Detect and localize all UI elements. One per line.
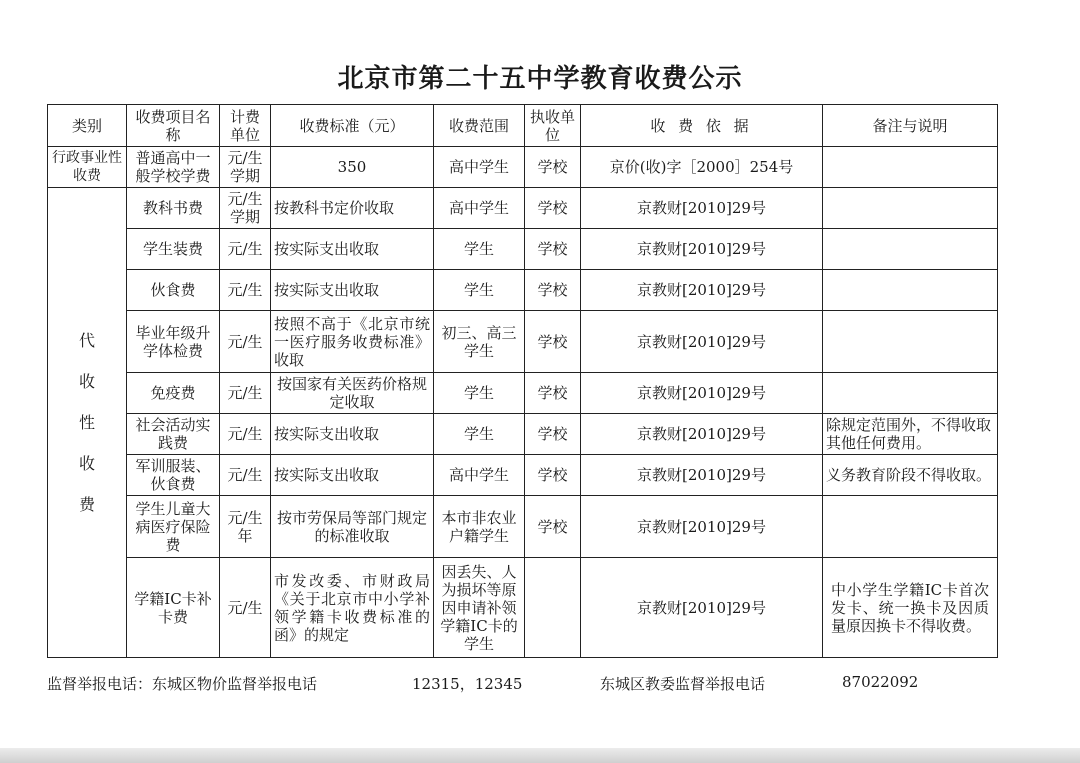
row-item: 社会活动实践费	[127, 414, 220, 455]
row-executor: 学校	[525, 229, 581, 270]
fee-table	[47, 104, 998, 658]
table-row	[48, 270, 998, 311]
row-executor	[525, 558, 581, 658]
row-standard: 按实际支出收取	[271, 229, 434, 270]
row-item: 免疫费	[127, 373, 220, 414]
row-item: 教科书费	[127, 188, 220, 229]
row-scope: 高中学生	[434, 455, 525, 496]
header-row	[48, 105, 998, 147]
row-standard: 市发改委、市财政局《关于北京市中小学补领学籍卡收费标准的函》的规定	[271, 558, 434, 658]
row-standard: 按实际支出收取	[271, 414, 434, 455]
table-row	[48, 455, 998, 496]
row-remark	[823, 270, 998, 311]
row-standard: 按照不高于《北京市统一医疗服务收费标准》收取	[271, 311, 434, 373]
row-basis: 京教财[2010]29号	[581, 496, 823, 558]
row-remark: 除规定范围外，不得收取其他任何费用。	[823, 414, 998, 455]
header-scope: 收费范围	[434, 105, 525, 147]
row-scope: 学生	[434, 373, 525, 414]
row-item: 军训服装、伙食费	[127, 455, 220, 496]
row-unit: 元/生学期	[220, 188, 271, 229]
row-scope: 高中学生	[434, 188, 525, 229]
row-scope: 学生	[434, 229, 525, 270]
row-basis: 京价(收)字［2000］254号	[581, 147, 823, 188]
row-scope: 学生	[434, 414, 525, 455]
footer-right-phone: 87022092	[842, 673, 919, 691]
page-edge-shadow	[0, 748, 1080, 763]
row-unit: 元/生	[220, 311, 271, 373]
row-standard: 按教科书定价收取	[271, 188, 434, 229]
header-standard: 收费标准（元）	[271, 105, 434, 147]
row-unit: 元/生	[220, 229, 271, 270]
row-scope: 本市非农业户籍学生	[434, 496, 525, 558]
row-unit: 元/生	[220, 414, 271, 455]
row-item: 学生儿童大病医疗保险费	[127, 496, 220, 558]
row-executor: 学校	[525, 414, 581, 455]
row-basis: 京教财[2010]29号	[581, 455, 823, 496]
row-executor: 学校	[525, 311, 581, 373]
row-item: 学籍IC卡补卡费	[127, 558, 220, 658]
row-remark	[823, 188, 998, 229]
row-item: 毕业年级升学体检费	[127, 311, 220, 373]
table-row	[48, 188, 998, 229]
row-executor: 学校	[525, 455, 581, 496]
table-row	[48, 229, 998, 270]
row-basis: 京教财[2010]29号	[581, 373, 823, 414]
row-remark: 中小学生学籍IC卡首次发卡、统一换卡及因质量原因换卡不得收费。	[823, 558, 998, 658]
header-remark: 备注与说明	[823, 105, 998, 147]
row-standard: 按国家有关医药价格规定收取	[271, 373, 434, 414]
row-scope: 因丢失、人为损坏等原因申请补领学籍IC卡的学生	[434, 558, 525, 658]
row-standard: 350	[271, 147, 434, 188]
category-proxy-char: 费	[78, 495, 95, 514]
category-admin: 行政事业性收费	[48, 147, 127, 188]
row-remark	[823, 147, 998, 188]
category-proxy-char: 代	[78, 331, 95, 350]
table-row	[48, 414, 998, 455]
header-category: 类别	[48, 105, 127, 147]
row-remark	[823, 496, 998, 558]
row-item: 伙食费	[127, 270, 220, 311]
category-proxy-char: 收	[78, 372, 95, 391]
row-basis: 京教财[2010]29号	[581, 558, 823, 658]
row-executor: 学校	[525, 147, 581, 188]
header-executor: 执收单位	[525, 105, 581, 147]
row-standard: 按实际支出收取	[271, 455, 434, 496]
row-unit: 元/生学期	[220, 147, 271, 188]
row-scope: 高中学生	[434, 147, 525, 188]
row-unit: 元/生	[220, 455, 271, 496]
row-unit: 元/生年	[220, 496, 271, 558]
row-executor: 学校	[525, 373, 581, 414]
page-title: 北京市第二十五中学教育收费公示	[337, 64, 743, 94]
row-item: 普通高中一般学校学费	[127, 147, 220, 188]
row-basis: 京教财[2010]29号	[581, 270, 823, 311]
row-basis: 京教财[2010]29号	[581, 229, 823, 270]
row-standard: 按市劳保局等部门规定的标准收取	[271, 496, 434, 558]
row-scope: 初三、高三学生	[434, 311, 525, 373]
table-row	[48, 311, 998, 373]
row-executor: 学校	[525, 270, 581, 311]
row-remark	[823, 311, 998, 373]
row-unit: 元/生	[220, 558, 271, 658]
header-basis: 收 费 依 据	[581, 105, 823, 147]
table-row	[48, 373, 998, 414]
row-remark	[823, 373, 998, 414]
row-unit: 元/生	[220, 270, 271, 311]
table-row	[48, 147, 998, 188]
row-basis: 京教财[2010]29号	[581, 188, 823, 229]
footer-right-label: 东城区教委监督举报电话	[600, 675, 766, 693]
row-standard: 按实际支出收取	[271, 270, 434, 311]
row-remark: 义务教育阶段不得收取。	[823, 455, 998, 496]
table-row	[48, 558, 998, 658]
row-basis: 京教财[2010]29号	[581, 311, 823, 373]
footer-left-phone: 12315，12345	[412, 675, 523, 693]
category-proxy	[48, 188, 127, 658]
header-item: 收费项目名称	[127, 105, 220, 147]
row-unit: 元/生	[220, 373, 271, 414]
row-remark	[823, 229, 998, 270]
table-row	[48, 496, 998, 558]
row-basis: 京教财[2010]29号	[581, 414, 823, 455]
category-proxy-char: 性	[78, 413, 95, 432]
row-executor: 学校	[525, 188, 581, 229]
header-unit: 计费单位	[220, 105, 271, 147]
category-proxy-char: 收	[78, 454, 95, 473]
footer-left-label: 监督举报电话：东城区物价监督举报电话	[47, 675, 318, 693]
row-scope: 学生	[434, 270, 525, 311]
row-item: 学生装费	[127, 229, 220, 270]
row-executor: 学校	[525, 496, 581, 558]
